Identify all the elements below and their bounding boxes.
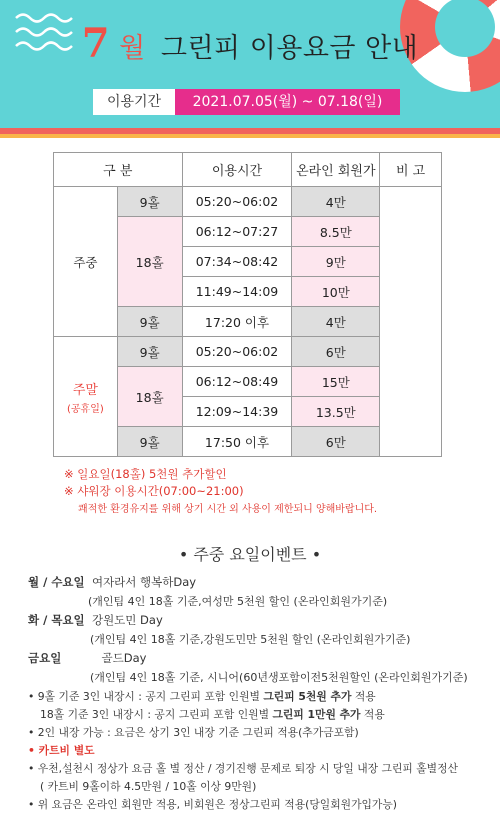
hole-cell: 9홀 — [117, 307, 182, 337]
hole-cell: 18홀 — [117, 367, 182, 427]
price-cell: 6만 — [292, 337, 380, 367]
event-mon-wed — [28, 574, 468, 593]
hole-cell: 18홀 — [117, 217, 182, 307]
time-cell: 05:20~06:02 — [182, 337, 292, 367]
bullet-item — [28, 689, 458, 707]
event-name: 골드Day — [101, 651, 147, 665]
event-section-title: • 주중 요일이벤트 • — [178, 545, 322, 564]
price-cell: 6만 — [292, 427, 380, 457]
note-shower-restriction: 쾌적한 환경유지를 위해 상기 시간 외 사용이 제한되니 양해바랍니다. — [78, 504, 378, 515]
period-label: 이용기간 — [93, 89, 175, 115]
divider-stripe-orange — [0, 134, 500, 138]
bullet-text: 18홀 기준 3인 내장시 : 공지 그린피 포함 인원별 — [40, 708, 273, 721]
event-fri — [28, 650, 468, 669]
bullet-item: • 위 요금은 온라인 회원만 적용, 비회원은 정상그린피 적용(당일회원가입가능) — [28, 798, 398, 811]
hole-cell: 9홀 — [117, 427, 182, 457]
price-cell: 9만 — [292, 247, 380, 277]
price-cell: 4만 — [292, 187, 380, 217]
time-cell: 06:12~08:49 — [182, 367, 292, 397]
period-value: 2021.07.05(월) ~ 07.18(일) — [175, 89, 400, 115]
weekend-sublabel: (공휴일) — [66, 403, 104, 415]
header-price: 온라인 회원가 — [292, 153, 380, 187]
title-text: 그린피 이용요금 안내 — [160, 33, 419, 64]
time-cell: 12:09~14:39 — [182, 397, 292, 427]
weekday-label: 주중 — [54, 187, 118, 337]
events-list — [28, 574, 468, 688]
header-banner — [0, 0, 500, 128]
hole-cell: 9홀 — [117, 337, 182, 367]
time-cell: 11:49~14:09 — [182, 277, 292, 307]
time-cell: 06:12~07:27 — [182, 217, 292, 247]
time-cell: 07:34~08:42 — [182, 247, 292, 277]
bullet-item: • 우천,설천시 정상가 요금 홀 별 정산 / 경기진행 문제로 퇴장 시 당일 내장 그린피 홀별정산 — [28, 762, 458, 775]
hole-cell: 9홀 — [117, 187, 182, 217]
event-name: 강원도민 Day — [91, 613, 163, 627]
price-cell: 15만 — [292, 367, 380, 397]
header-note: 비 고 — [380, 153, 442, 187]
event-day-label: 화 / 목요일 — [28, 613, 85, 627]
note-cell — [380, 187, 442, 457]
bullet-item — [28, 707, 458, 725]
price-cell: 4만 — [292, 307, 380, 337]
bullet-emphasis: 그린피 5천원 추가 — [263, 690, 352, 703]
fee-table — [53, 152, 442, 457]
table-row — [54, 187, 442, 217]
event-day-label: 금요일 — [28, 651, 62, 665]
notes-block — [64, 466, 377, 518]
time-cell: 17:20 이후 — [182, 307, 292, 337]
event-name: 여자라서 행복하Day — [91, 575, 197, 589]
price-cell: 13.5만 — [292, 397, 380, 427]
note-shower-hours: ※ 샤워장 이용시간(07:00~21:00) — [64, 484, 244, 498]
bullet-cart-fee: • 카트비 별도 — [28, 744, 95, 757]
bullet-notes — [28, 689, 458, 815]
title-month-suffix: 월 — [119, 33, 146, 64]
price-cell: 8.5만 — [292, 217, 380, 247]
bullet-item-cart — [28, 743, 458, 761]
page-title — [0, 20, 500, 67]
price-cell: 10만 — [292, 277, 380, 307]
event-desc: (개인팀 4인 18홀 기준,강원도민만 5천원 할인 (온라인회원가기준) — [90, 633, 411, 646]
bullet-item: • 2인 내장 가능 : 요금은 상기 3인 내장 기준 그린피 적용(추가금포함) — [28, 726, 359, 739]
event-desc: (개인팀 4인 18홀 기준,여성만 5천원 할인 (온라인회원가기준) — [88, 595, 388, 608]
weekend-label-cell — [54, 337, 118, 457]
time-cell: 17:50 이후 — [182, 427, 292, 457]
weekend-label: 주말 — [72, 382, 98, 398]
header-time: 이용시간 — [182, 153, 292, 187]
period-bar — [93, 89, 400, 115]
bullet-item: ( 카트비 9홀이하 4.5만원 / 10홀 이상 9만원) — [40, 780, 257, 793]
event-tue-thu — [28, 612, 468, 631]
note-sunday-discount: ※ 일요일(18홀) 5천원 추가할인 — [64, 467, 227, 481]
bullet-text: 적용 — [351, 690, 376, 703]
bullet-text: 적용 — [360, 708, 385, 721]
event-desc: (개인팀 4인 18홀 기준, 시니어(60년생포함이전5천원할인 (온라인회원가기준) — [90, 671, 468, 684]
title-month-number: 7 — [81, 20, 111, 67]
event-day-label: 월 / 수요일 — [28, 575, 85, 589]
bullet-text: • 9홀 기준 3인 내장시 : 공지 그린피 포함 인원별 — [28, 690, 264, 703]
header-category: 구 분 — [54, 153, 183, 187]
bullet-emphasis: 그린피 1만원 추가 — [272, 708, 361, 721]
time-cell: 05:20~06:02 — [182, 187, 292, 217]
table-header-row — [54, 153, 442, 187]
